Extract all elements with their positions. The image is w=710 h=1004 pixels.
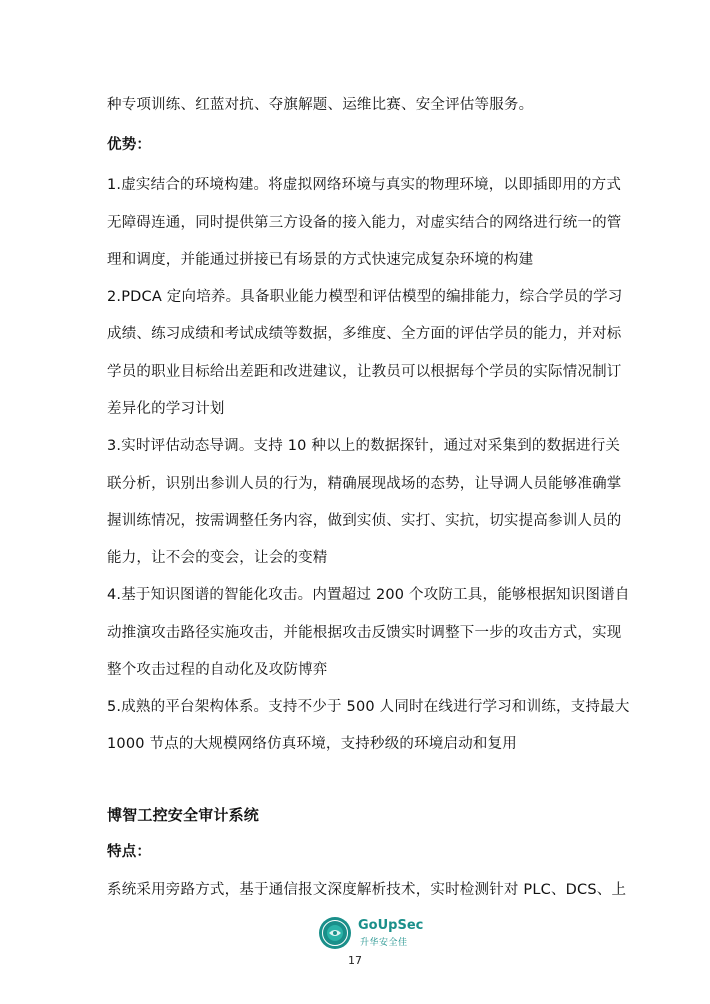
- body-text-line: 学员的职业目标给出差距和改进建议，让教员可以根据每个学员的实际情况制订: [107, 364, 622, 380]
- body-text-line: 种专项训练、红蓝对抗、夺旗解题、运维比赛、安全评估等服务。: [107, 97, 534, 113]
- body-text-line: 能力，让不会的变会，让会的变精: [107, 550, 328, 566]
- body-text-line: 1.虚实结合的环境构建。将虚拟网络环境与真实的物理环境，以即插即用的方式: [107, 177, 622, 193]
- body-text-line: 联分析，识别出参训人员的行为，精确展现战场的态势，让导调人员能够准确掌: [107, 476, 622, 492]
- body-text-line: 3.实时评估动态导调。支持 10 种以上的数据探针，通过对采集到的数据进行关: [107, 438, 621, 454]
- logo-brand-text: GoUpSec: [358, 918, 424, 933]
- body-text-line: 差异化的学习计划: [107, 401, 225, 417]
- section-label-advantages: 优势：: [107, 137, 152, 153]
- body-text-line: 整个攻击过程的自动化及攻防博弈: [107, 662, 328, 678]
- page-number: 17: [348, 954, 362, 967]
- section-heading: 博智工控安全审计系统: [107, 806, 260, 824]
- body-text-line: 动推演攻击路径实施攻击，并能根据攻击反馈实时调整下一步的攻击方式，实现: [107, 625, 622, 641]
- logo-brand-subtitle: 升华安全佳: [360, 938, 408, 948]
- body-text-line: 1000 节点的大规模网络仿真环境，支持秒级的环境启动和复用: [107, 736, 518, 752]
- body-text-line: 成绩、练习成绩和考试成绩等数据，多维度、全方面的评估学员的能力，并对标: [107, 326, 622, 342]
- body-text-line: 握训练情况，按需调整任务内容，做到实侦、实打、实抗，切实提高参训人员的: [107, 513, 622, 529]
- footer-logo: [318, 916, 424, 950]
- logo-seal-icon: [318, 916, 352, 950]
- section-label-features: 特点：: [107, 844, 152, 860]
- body-text-line: 无障碍连通，同时提供第三方设备的接入能力，对虚实结合的网络进行统一的管: [107, 215, 622, 231]
- body-text-line: 系统采用旁路方式，基于通信报文深度解析技术，实时检测针对 PLC、DCS、上: [107, 882, 627, 898]
- body-text-line: 4.基于知识图谱的智能化攻击。内置超过 200 个攻防工具，能够根据知识图谱自: [107, 587, 630, 603]
- body-text-line: 5.成熟的平台架构体系。支持不少于 500 人同时在线进行学习和训练，支持最大: [107, 699, 630, 715]
- body-text-line: 理和调度，并能通过拼接已有场景的方式快速完成复杂环境的构建: [107, 252, 534, 268]
- body-text-line: 2.PDCA 定向培养。具备职业能力模型和评估模型的编排能力，综合学员的学习: [107, 289, 623, 305]
